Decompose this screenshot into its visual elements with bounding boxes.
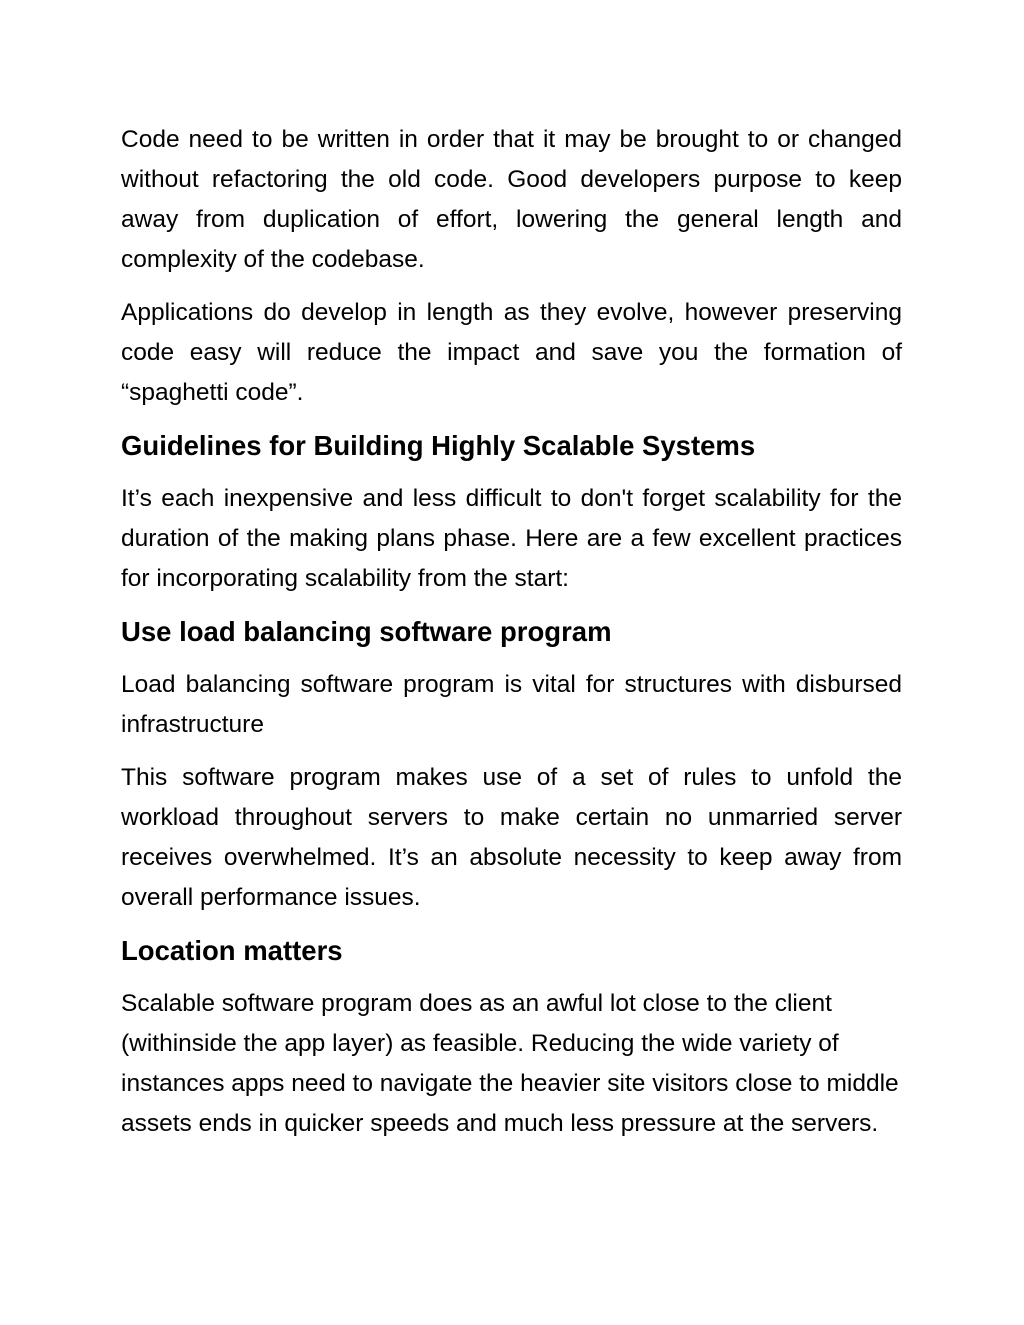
heading-load-balancing: Use load balancing software program [121,616,612,647]
paragraph-load-balancing-rules: This software program makes use of a set of rules to unfold the workload throughout servers to make certain no unmarried server receives overwhelmed. It’s an absolute necessity to keep away from overall performance issues. [121,764,902,911]
document-page [121,120,902,1157]
paragraph-location: Scalable software program does as an awful lot close to the client (withinside the app layer) as feasible. Reducing the wide variety of instances apps need to navigate the heavier site visitors close to middle assets ends in quicker speeds and much less pressure at the servers. [121,990,899,1137]
heading-location-matters: Location matters [121,935,343,966]
paragraph-code-refactoring: Code need to be written in order that it may be brought to or changed without refactoring the old code. Good developers purpose to keep away from duplication of effort, lowering the general length and complexity of the codebase. [121,126,902,273]
paragraph-scalability-planning: It’s each inexpensive and less difficult to don't forget scalability for the duration of the making plans phase. Here are a few excellent practices for incorporating scalability from the start: [121,485,902,592]
paragraph-load-balancing-vital: Load balancing software program is vital for structures with disbursed infrastructure [121,671,902,738]
paragraph-applications-growth: Applications do develop in length as they evolve, however preserving code easy will reduce the impact and save you the formation of “spaghetti code”. [121,299,902,406]
heading-guidelines: Guidelines for Building Highly Scalable Systems [121,430,756,461]
